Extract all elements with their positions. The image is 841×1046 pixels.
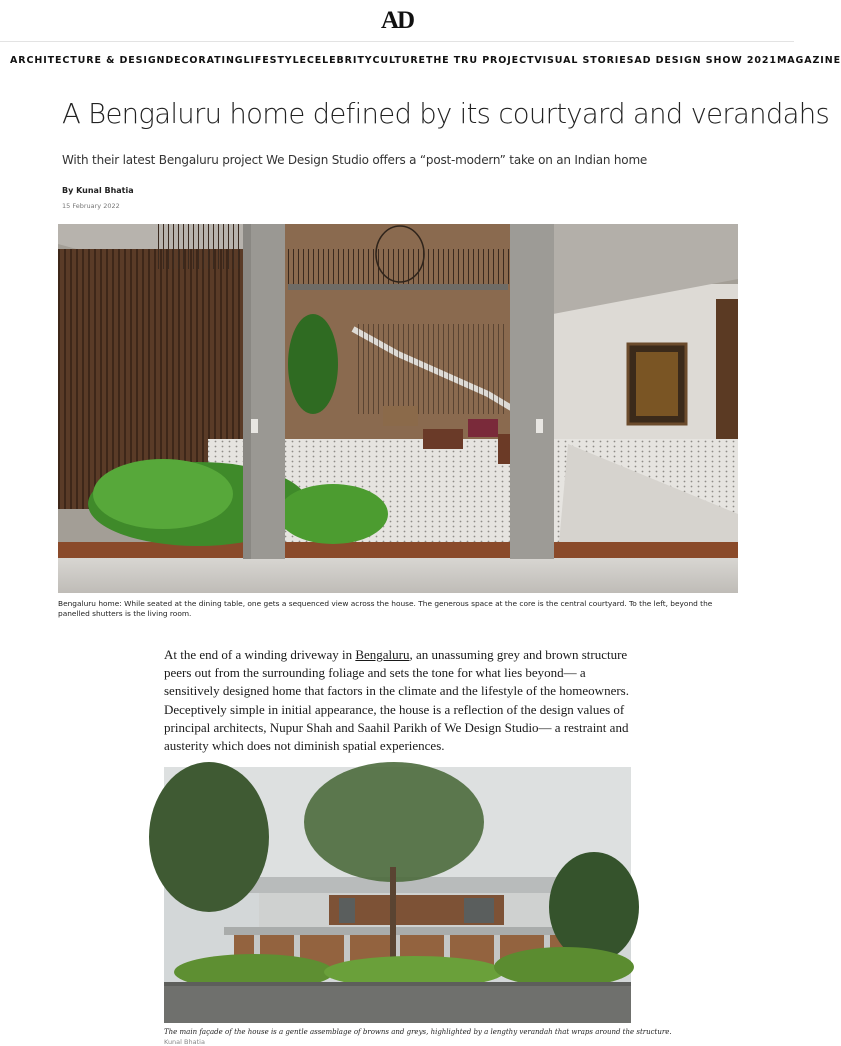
- paragraph-text-end: , an unassuming grey and brown structure peers out from the surrounding foliage and sets the tone for what lies beyond— a sensitively designed home that factors in the climate and the lifestyle of the homeowners. Deceptively simple in initial appearance, the house is a reflection of the design values of principal architects, Nupur Shah and Saahil Parikh of We Design Studio— a restraint and austerity which does not diminish spatial experiences.: [164, 647, 629, 754]
- article-paragraph: [164, 646, 634, 755]
- nav-architecture-design[interactable]: ARCHITECTURE & DESIGN: [10, 55, 166, 66]
- hero-caption: Bengaluru home: While seated at the dining table, one gets a sequenced view across the house. The generous space at the core is the central courtyard. To the left, beyond the panelled shutters is the living room.: [58, 599, 713, 618]
- site-header: [0, 0, 794, 42]
- facade-caption: The main façade of the house is a gentle assemblage of browns and greys, highlighted by a lengthy verandah that wraps around the structure.: [164, 1028, 672, 1036]
- nav-magazine[interactable]: MAGAZINE: [776, 55, 841, 66]
- article-byline[interactable]: By Kunal Bhatia: [62, 186, 134, 195]
- nav-lifestyle[interactable]: LIFESTYLE: [243, 55, 307, 66]
- nav-celebrity[interactable]: CELEBRITY: [306, 55, 373, 66]
- article-date: 15 February 2022: [62, 202, 120, 210]
- bengaluru-link[interactable]: Bengaluru: [355, 647, 410, 662]
- facade-photo-credit: Kunal Bhatia: [164, 1038, 205, 1046]
- nav-decorating[interactable]: DECORATING: [165, 55, 244, 66]
- nav-culture[interactable]: CULTURE: [372, 55, 426, 66]
- ad-logo[interactable]: AD: [380, 6, 414, 34]
- paragraph-text-start: At the end of a winding driveway in: [164, 647, 356, 662]
- article-dek: With their latest Bengaluru project We Design Studio offers a “post-modern” take on an Indian home: [62, 153, 648, 167]
- nav-tru-project[interactable]: THE TRU PROJECT: [425, 55, 535, 66]
- nav-ad-design-show[interactable]: AD DESIGN SHOW 2021: [634, 55, 777, 66]
- main-nav: [0, 55, 841, 66]
- facade-image: [164, 767, 631, 1023]
- hero-image: [58, 224, 738, 593]
- article-title: A Bengaluru home defined by its courtyard and verandahs: [62, 98, 830, 130]
- nav-visual-stories[interactable]: VISUAL STORIES: [534, 55, 635, 66]
